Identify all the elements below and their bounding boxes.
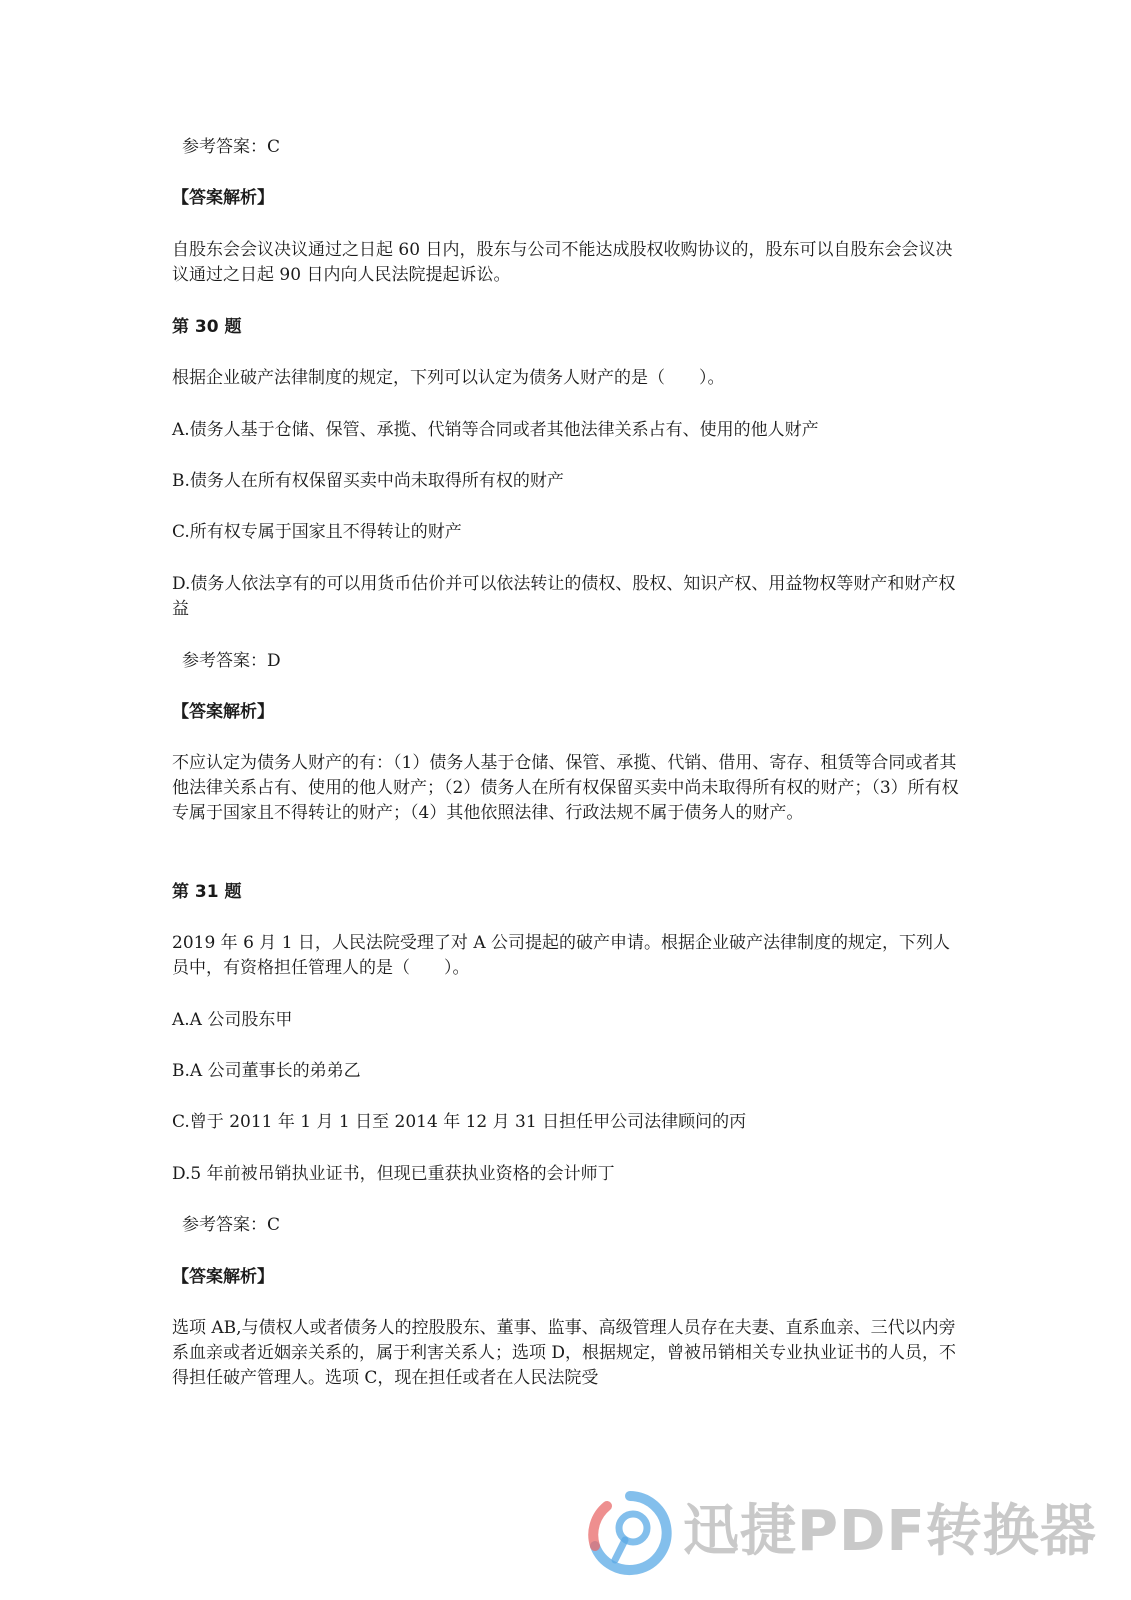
answer-q29: 参考答案：C (182, 137, 281, 157)
option-d-30: D.债务人依法享有的可以用货币估价并可以依法转让的债权、股权、知识产权、用益物权等财产和财产权益 (172, 574, 956, 619)
option-b-30: B.债务人在所有权保留买卖中尚未取得所有权的财产 (172, 471, 564, 491)
watermark-text: 迅捷PDF转换器 (683, 1499, 1097, 1564)
option-c-30: C.所有权专属于国家且不得转让的财产 (172, 522, 462, 542)
question-stem-31: 2019 年 6 月 1 日，人民法院受理了对 A 公司提起的破产申请。根据企业破产法律制度的规定，下列人员中，有资格担任管理人的是（ ）。 (172, 933, 950, 978)
option-d-31: D.5 年前被吊销执业证书，但现已重获执业资格的会计师丁 (172, 1164, 615, 1184)
question-stem-30: 根据企业破产法律制度的规定，下列可以认定为债务人财产的是（ ）。 (172, 368, 725, 388)
question-title-31: 第 31 题 (172, 882, 242, 902)
explanation-body-q30: 不应认定为债务人财产的有：（1）债务人基于仓储、保管、承揽、代销、借用、寄存、租赁等合同或者其他法律关系占有、使用的他人财产；（2）债务人在所有权保留买卖中尚未取得所有权的财产；（3）所有权专属于国家且不得转让的财产；（4）其他依照法律、行政法规不属于债务人的财产。 (172, 753, 959, 823)
explanation-body-q31: 选项 AB,与债权人或者债务人的控股股东、董事、监事、高级管理人员存在夫妻、直系血亲、三代以内旁系血亲或者近姻亲关系的，属于利害关系人；选项 D，根据规定，曾被吊销相关专业执业证书的人员，不得担任破产管理人。选项 C，现在担任或者在人民法院受 (172, 1318, 957, 1388)
watermark (585, 1488, 1105, 1578)
question-title-30: 第 30 题 (172, 317, 242, 337)
xunjie-logo-icon (585, 1488, 675, 1578)
option-c-31: C.曾于 2011 年 1 月 1 日至 2014 年 12 月 31 日担任甲公司法律顾问的丙 (172, 1112, 747, 1132)
explanation-body-q29: 自股东会会议决议通过之日起 60 日内，股东与公司不能达成股权收购协议的，股东可以自股东会会议决议通过之日起 90 日内向人民法院提起诉讼。 (172, 240, 953, 285)
answer-q31: 参考答案：C (182, 1215, 281, 1235)
option-a-30: A.债务人基于仓储、保管、承揽、代销等合同或者其他法律关系占有、使用的他人财产 (172, 420, 819, 440)
option-b-31: B.A 公司董事长的弟弟乙 (172, 1061, 361, 1081)
explanation-heading-q31: 【答案解析】 (172, 1267, 274, 1287)
answer-q30: 参考答案：D (182, 651, 281, 671)
option-a-31: A.A 公司股东甲 (172, 1010, 293, 1030)
explanation-heading-q29: 【答案解析】 (172, 188, 274, 208)
explanation-heading-q30: 【答案解析】 (172, 702, 274, 722)
